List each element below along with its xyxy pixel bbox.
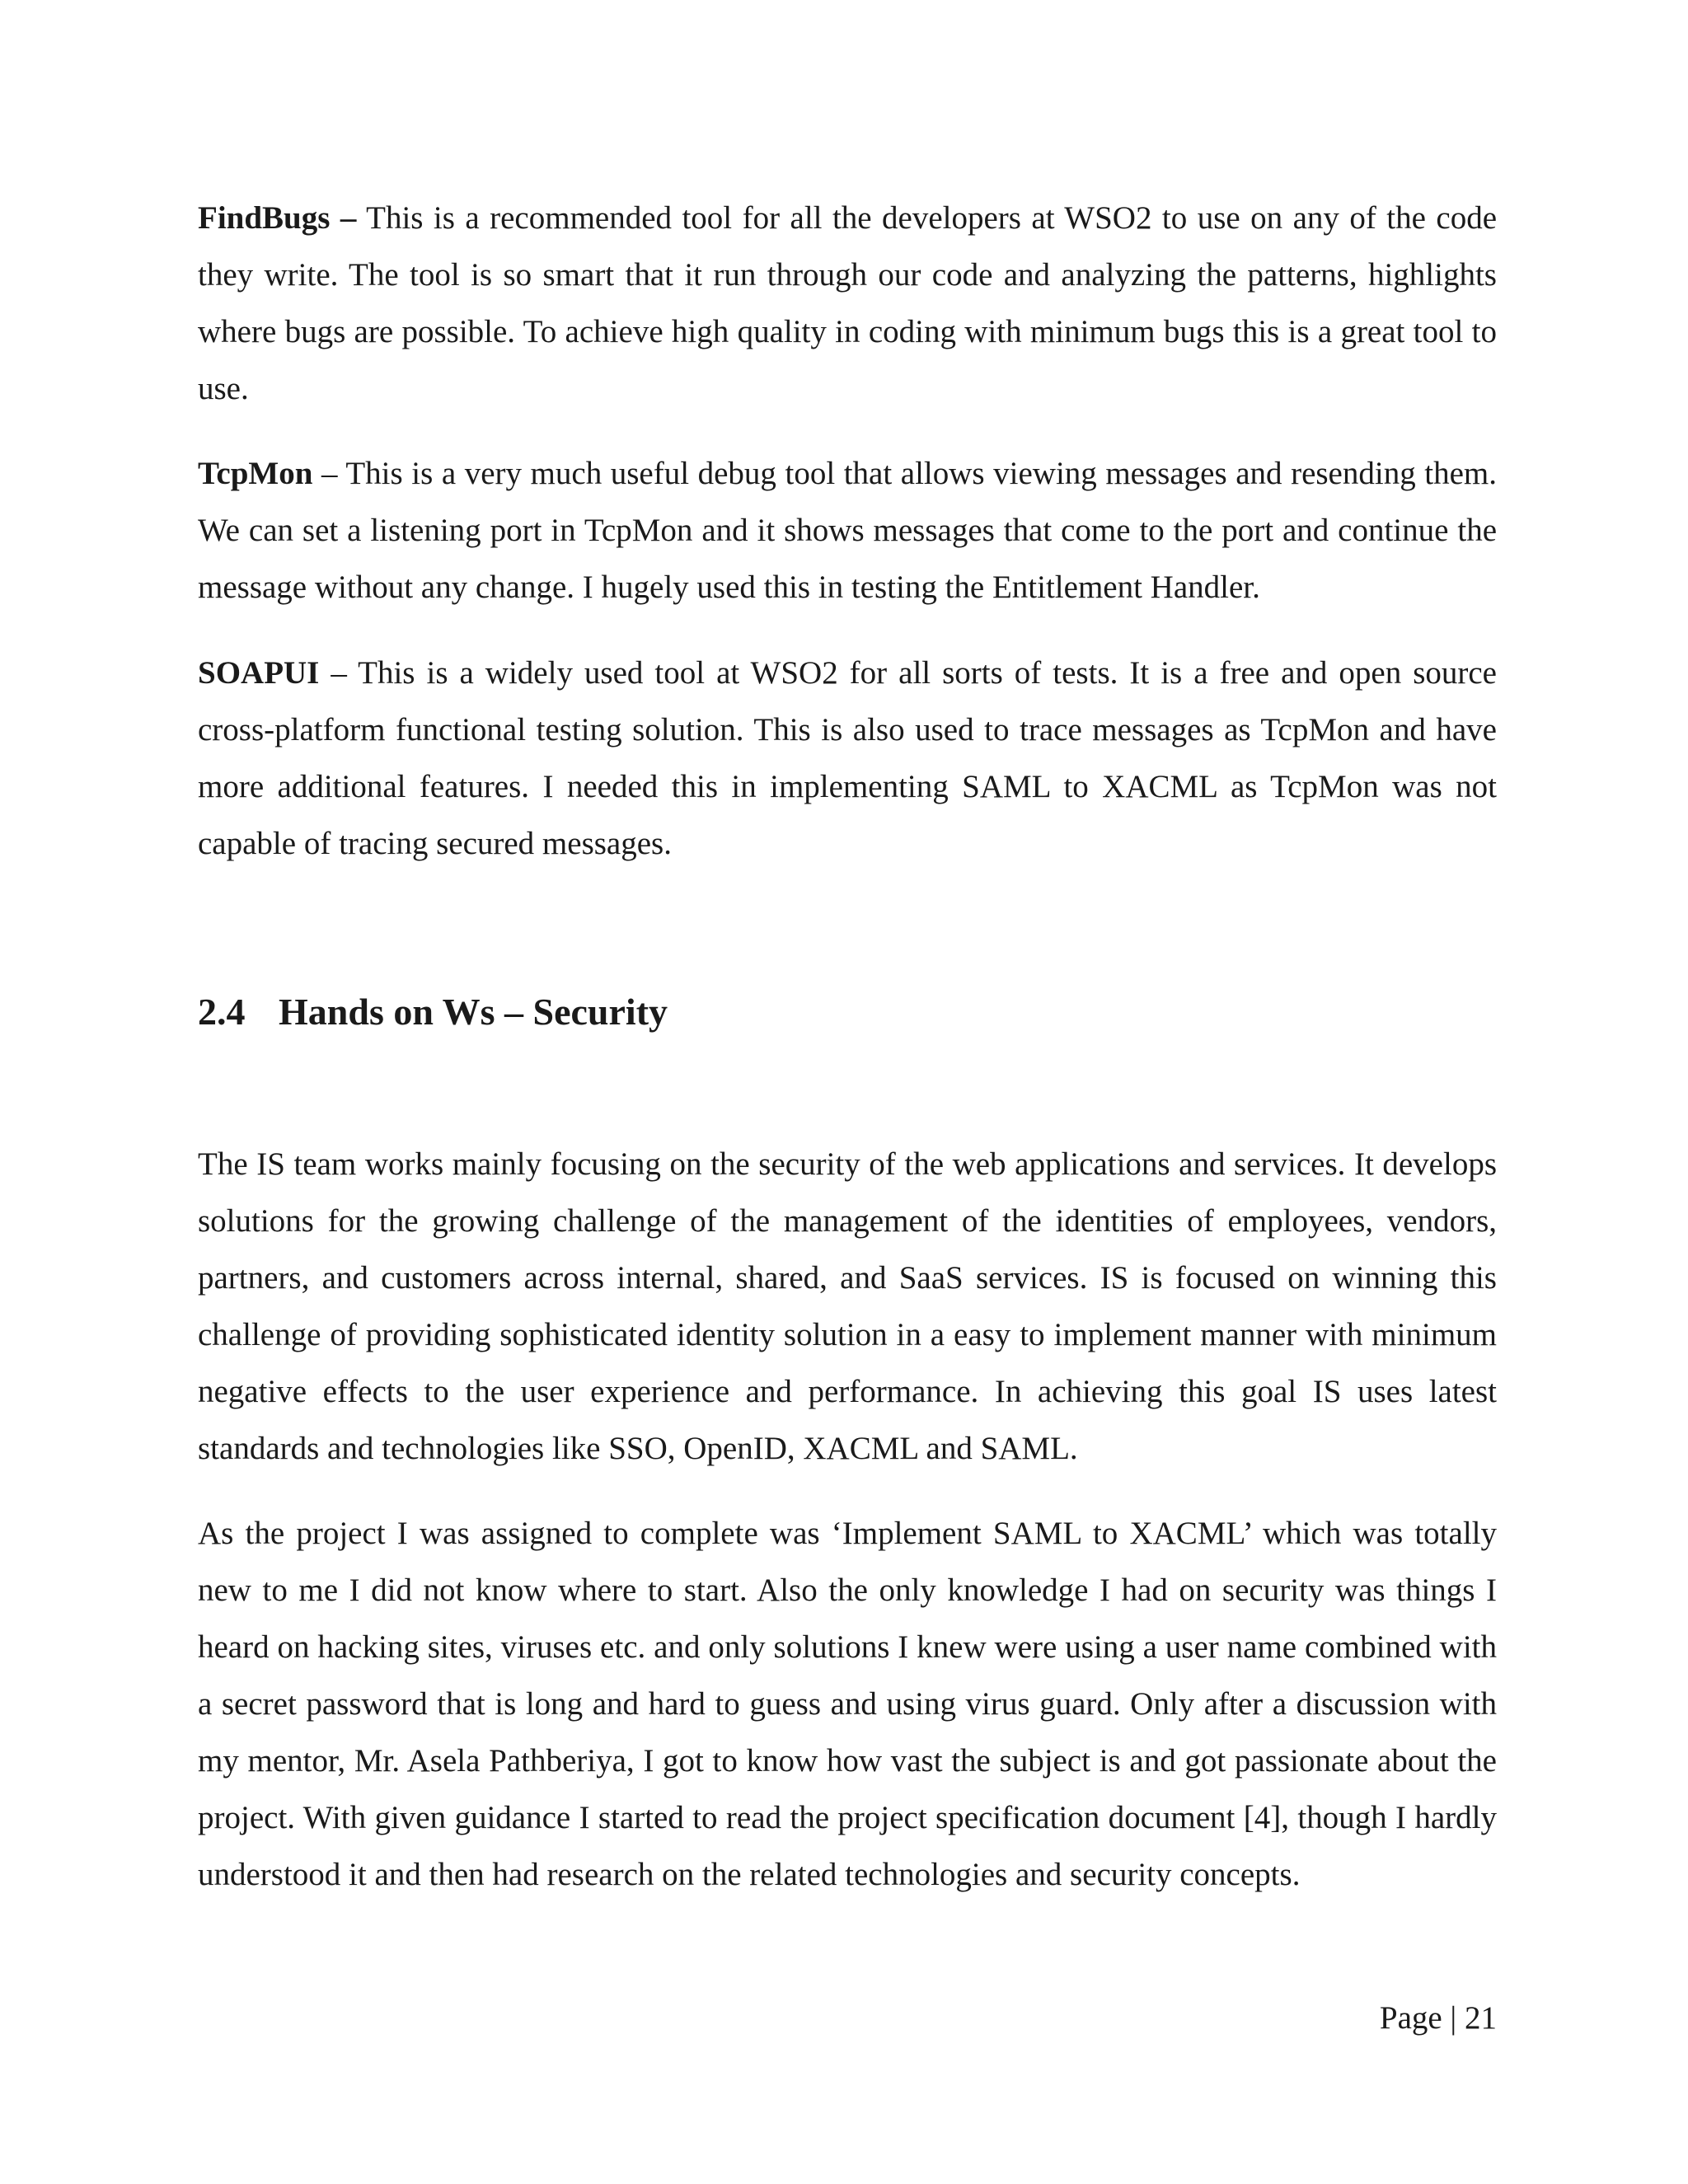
paragraph-findbugs [198, 190, 1497, 417]
section-heading [198, 987, 668, 1037]
section-title: Hands on Ws – Security [279, 991, 668, 1033]
paragraph-soapui-text: – This is a widely used tool at WSO2 for all sorts of tests. It is a free and open source cross-platform functional testing solution. This is also used to trace messages as TcpMon and have more additional features. I needed this in implementing SAML to XACML as TcpMon was not capable of tracing secured messages. [198, 655, 1497, 861]
term-tcpmon: TcpMon [198, 456, 313, 491]
page-number: Page | 21 [1379, 2000, 1497, 2036]
term-soapui: SOAPUI [198, 655, 320, 691]
term-findbugs: FindBugs – [198, 200, 357, 236]
paragraph-tcpmon-text: – This is a very much useful debug tool that allows viewing messages and resending them. We can set a listening port in TcpMon and it shows messages that come to the port and continue the message without any change. I hugely used this in testing the Entitlement Handler. [198, 456, 1497, 605]
section-number: 2.4 [198, 991, 246, 1033]
paragraph-tcpmon [198, 445, 1497, 616]
paragraph-is-team: The IS team works mainly focusing on the security of the web applications and services. It develops solutions for the growing challenge of the management of the identities of employees, vendors, partners, and customers across internal, shared, and SaaS services. IS is focused on winning this challenge of providing sophisticated identity solution in a easy to implement manner with minimum negative effects to the user experience and performance. In achieving this goal IS uses latest standards and technologies like SSO, OpenID, XACML and SAML. [198, 1146, 1497, 1466]
paragraph-project: As the project I was assigned to complete was ‘Implement SAML to XACML’ which was totally new to me I did not know where to start. Also the only knowledge I had on security was things I heard on hacking sites, viruses etc. and only solutions I knew were using a user name combined with a secret password that is long and hard to guess and using virus guard. Only after a discussion with my mentor, Mr. Asela Pathberiya, I got to know how vast the subject is and got passionate about the project. With given guidance I started to read the project specification document [4], though I hardly understood it and then had research on the related technologies and security concepts. [198, 1516, 1497, 1892]
paragraph-soapui [198, 644, 1497, 872]
paragraph-findbugs-text: This is a recommended tool for all the developers at WSO2 to use on any of the code they write. The tool is so smart that it run through our code and analyzing the patterns, highlights where bugs are possible. To achieve high quality in coding with minimum bugs this is a great tool to use. [198, 200, 1498, 406]
